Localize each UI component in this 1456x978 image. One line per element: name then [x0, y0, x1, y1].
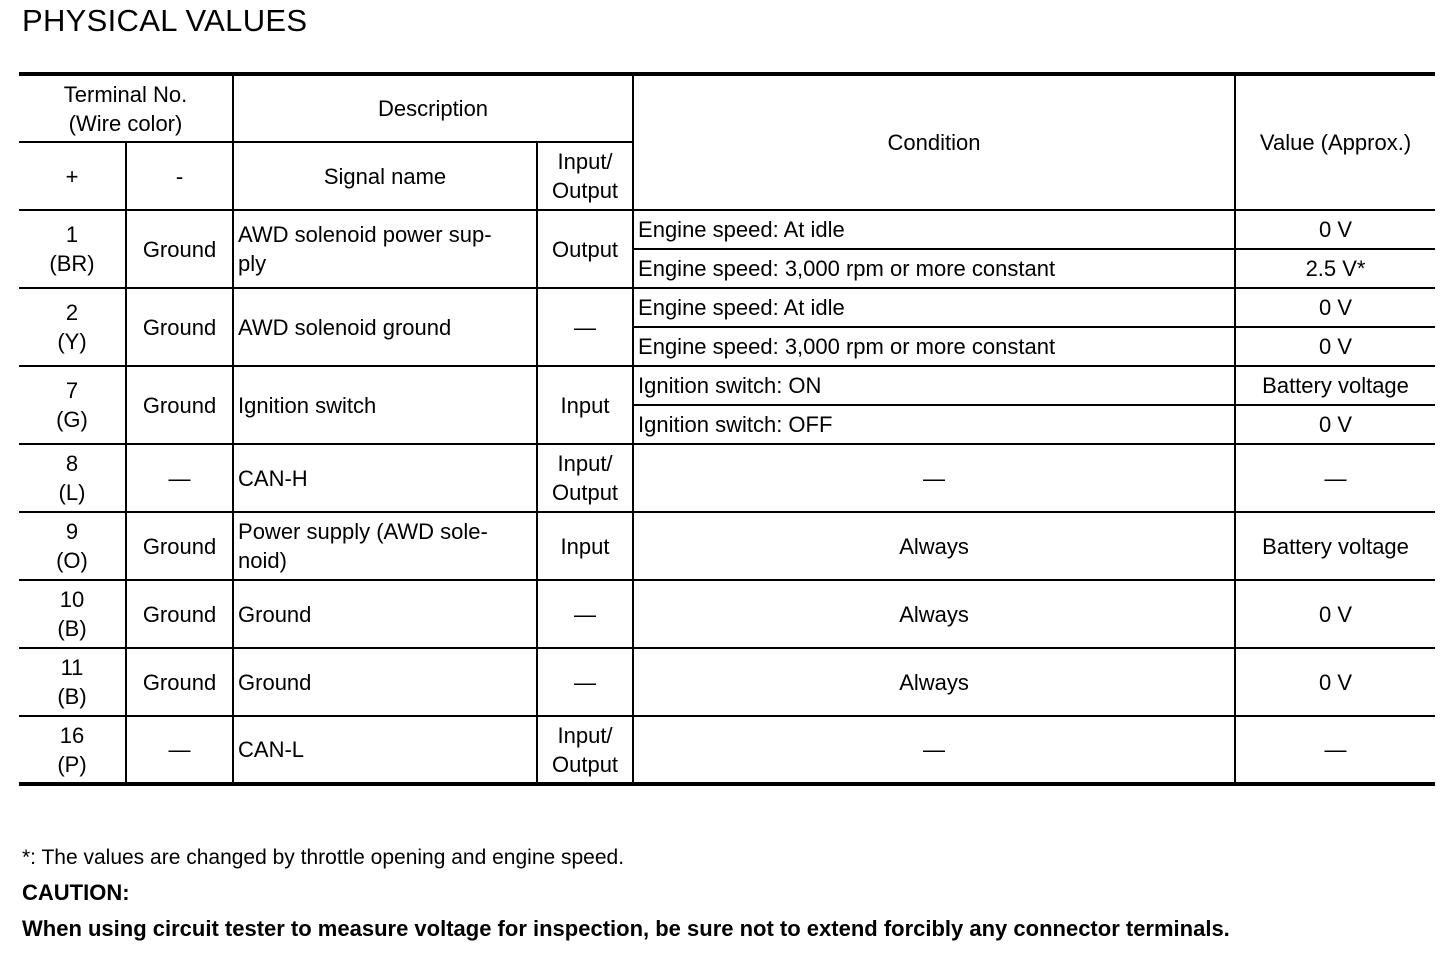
plus-header: + [19, 142, 126, 210]
signal-name-cell: CAN-H [233, 444, 537, 512]
signal-name-cell: Ground [233, 648, 537, 716]
value-cell: 0 V [1235, 327, 1435, 366]
signal-name-cell: Ignition switch [233, 366, 537, 444]
wire-color: (P) [57, 751, 87, 777]
terminal-minus-cell: Ground [126, 512, 233, 580]
wire-color: (O) [56, 548, 88, 573]
terminal-plus-cell [19, 716, 126, 784]
condition-cell: Always [633, 512, 1235, 580]
condition-cell: — [633, 444, 1235, 512]
condition-cell: Always [633, 580, 1235, 648]
terminal-minus-cell: Ground [126, 366, 233, 444]
terminal-number: 7 [65, 378, 79, 403]
io-cell: — [537, 580, 633, 648]
wire-color: (BR) [49, 251, 95, 276]
wire-color: (L) [58, 480, 86, 505]
table-row [19, 210, 1435, 249]
signal-name-line2: noid) [238, 548, 287, 573]
terminal-minus-cell: Ground [126, 288, 233, 366]
condition-header: Condition [633, 74, 1235, 210]
io-cell: Input [537, 512, 633, 580]
wire-color: (G) [56, 407, 88, 432]
terminal-no-header [19, 74, 233, 142]
condition-cell: Engine speed: 3,000 rpm or more constant [633, 327, 1235, 366]
io-cell [537, 444, 633, 512]
io-cell [537, 716, 633, 784]
io-line1: Input/ [557, 722, 613, 748]
terminal-minus-cell: — [126, 716, 233, 784]
terminal-plus-cell [19, 366, 126, 444]
terminal-plus-cell [19, 444, 126, 512]
io-cell: — [537, 288, 633, 366]
wire-color: (B) [57, 616, 87, 641]
footnote: *: The values are changed by throttle opening and engine speed. [22, 846, 625, 869]
table-row [19, 648, 1435, 716]
condition-cell: Engine speed: At idle [633, 210, 1235, 249]
signal-name-cell: Ground [233, 580, 537, 648]
io-header-line2: Output [552, 178, 619, 203]
terminal-number: 16 [59, 722, 85, 748]
terminal-minus-cell: — [126, 444, 233, 512]
page-title: PHYSICAL VALUES [22, 3, 308, 38]
terminal-plus-cell [19, 288, 126, 366]
value-header: Value (Approx.) [1235, 74, 1435, 210]
signal-name-line1: Power supply (AWD sole- [238, 519, 488, 544]
terminal-number: 8 [65, 451, 79, 476]
condition-cell: — [633, 716, 1235, 784]
minus-header: - [126, 142, 233, 210]
terminal-no-label: Terminal No. [63, 81, 188, 107]
condition-cell: Ignition switch: OFF [633, 405, 1235, 444]
signal-name-cell [233, 210, 537, 288]
terminal-plus-cell [19, 210, 126, 288]
table-row [19, 366, 1435, 405]
condition-cell: Ignition switch: ON [633, 366, 1235, 405]
terminal-number: 1 [65, 222, 79, 247]
caution-text: When using circuit tester to measure voltage for inspection, be sure not to extend forcibly any connector terminals. [22, 916, 1230, 941]
io-line1: Input/ [557, 451, 613, 476]
table-row [19, 512, 1435, 580]
signal-name-line2: ply [238, 251, 267, 276]
io-header [537, 142, 633, 210]
io-cell: Input [537, 366, 633, 444]
caution-label: CAUTION: [22, 880, 130, 905]
table-row [19, 288, 1435, 327]
table-row [19, 444, 1435, 512]
terminal-number: 10 [59, 587, 85, 612]
value-cell: 2.5 V* [1235, 249, 1435, 288]
io-cell: Output [537, 210, 633, 288]
wire-color: (Y) [57, 329, 87, 354]
value-cell: — [1235, 716, 1435, 784]
wire-color-label: (Wire color) [68, 110, 183, 136]
value-cell: 0 V [1235, 648, 1435, 716]
signal-name-cell: AWD solenoid ground [233, 288, 537, 366]
value-cell: — [1235, 444, 1435, 512]
io-cell: — [537, 648, 633, 716]
table-row [19, 580, 1435, 648]
signal-name-cell [233, 512, 537, 580]
terminal-number: 11 [60, 655, 84, 680]
value-cell: 0 V [1235, 210, 1435, 249]
value-cell: Battery voltage [1235, 366, 1435, 405]
terminal-minus-cell: Ground [126, 580, 233, 648]
io-line2: Output [552, 751, 619, 777]
signal-name-header: Signal name [233, 142, 537, 210]
condition-cell: Engine speed: At idle [633, 288, 1235, 327]
condition-cell: Always [633, 648, 1235, 716]
terminal-plus-cell [19, 580, 126, 648]
wire-color: (B) [57, 684, 87, 709]
value-cell: 0 V [1235, 405, 1435, 444]
value-cell: 0 V [1235, 580, 1435, 648]
description-header: Description [233, 74, 633, 142]
value-cell: Battery voltage [1235, 512, 1435, 580]
physical-values-table [19, 72, 1435, 786]
terminal-number: 2 [65, 300, 79, 325]
terminal-plus-cell [19, 512, 126, 580]
table-row [19, 716, 1435, 784]
header-row [19, 74, 1435, 142]
terminal-minus-cell: Ground [126, 648, 233, 716]
value-cell: 0 V [1235, 288, 1435, 327]
condition-cell: Engine speed: 3,000 rpm or more constant [633, 249, 1235, 288]
io-line2: Output [552, 480, 619, 505]
io-header-line1: Input/ [557, 149, 613, 174]
terminal-number: 9 [65, 519, 79, 544]
terminal-minus-cell: Ground [126, 210, 233, 288]
terminal-plus-cell [19, 648, 126, 716]
signal-name-line1: AWD solenoid power sup- [238, 222, 492, 247]
signal-name-cell: CAN-L [233, 716, 537, 784]
